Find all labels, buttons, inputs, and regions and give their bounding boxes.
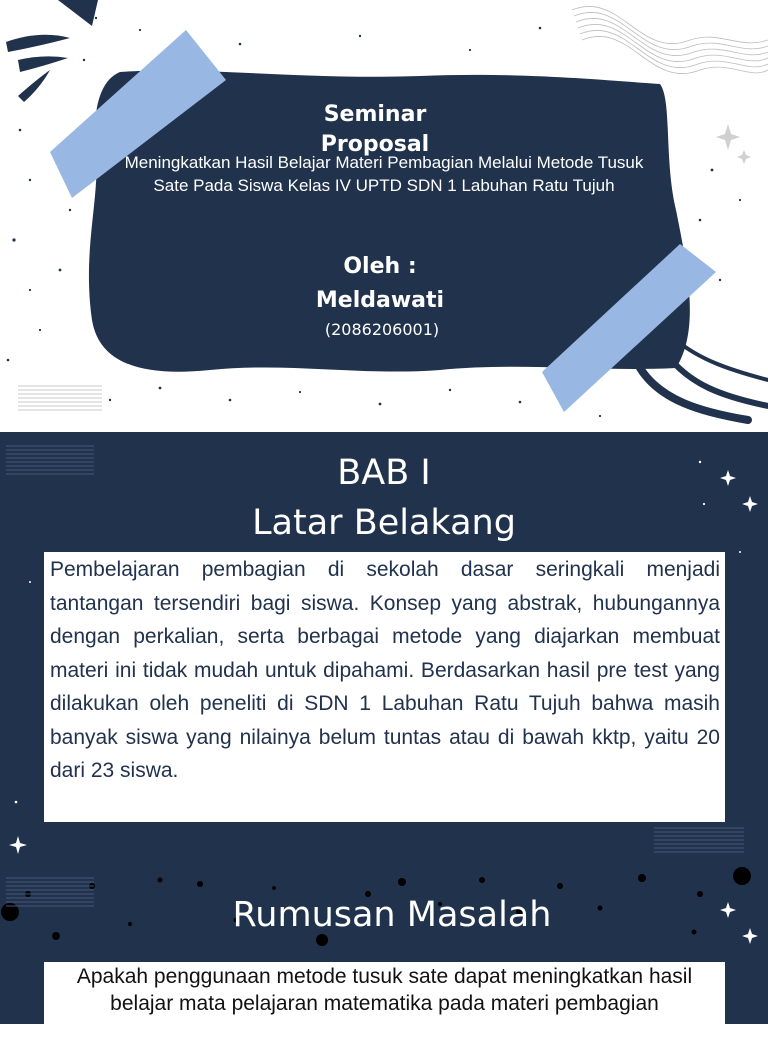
presentation-title: Seminar Proposal — [320, 102, 430, 157]
chapter-title: BAB I Latar Belakang — [252, 453, 516, 543]
student-id: (2086206001) — [324, 320, 440, 339]
author-name: Oleh : Meldawati — [315, 254, 445, 313]
problem-text-box — [44, 962, 725, 1042]
background-paragraph: Pembelajaran pembagian di sekolah dasar seringkali menjadi tantangan tersendiri bagi siswa. Konsep yang abstrak, hubungannya dengan perkalian, serta berbagai metode yang diajarkan membuat materi ini tidak mudah untuk dipahami. Berdasarkan hasil pre test yang dilakukan oleh peneliti di SDN 1 Labuhan Ratu Tujuh bahwa masih banyak siswa yang nilainya belum tuntas atau di bawah kktp, yaitu 20 dari 23 siswa. — [50, 558, 720, 782]
brush-strokes-decoration — [6, 0, 98, 102]
title-slide-decoration — [0, 0, 768, 432]
wave-lines-decoration — [572, 6, 768, 73]
background-text-box — [44, 552, 725, 822]
thesis-title: Meningkatkan Hasil Belajar Materi Pembagian Melalui Metode Tusuk Sate Pada Siswa Kelas IV UPTD SDN 1 Labuhan Ratu Tujuh — [124, 153, 644, 195]
title-slide — [0, 0, 768, 432]
hatch-lines-decoration — [18, 386, 102, 410]
problem-formulation-title: Rumusan Masalah — [232, 895, 552, 935]
sparkle-icon — [716, 124, 751, 164]
problem-question: Apakah penggunaan metode tusuk sate dapat meningkatkan hasil belajar mata pelajaran matematika pada materi pembagian — [76, 965, 693, 1015]
